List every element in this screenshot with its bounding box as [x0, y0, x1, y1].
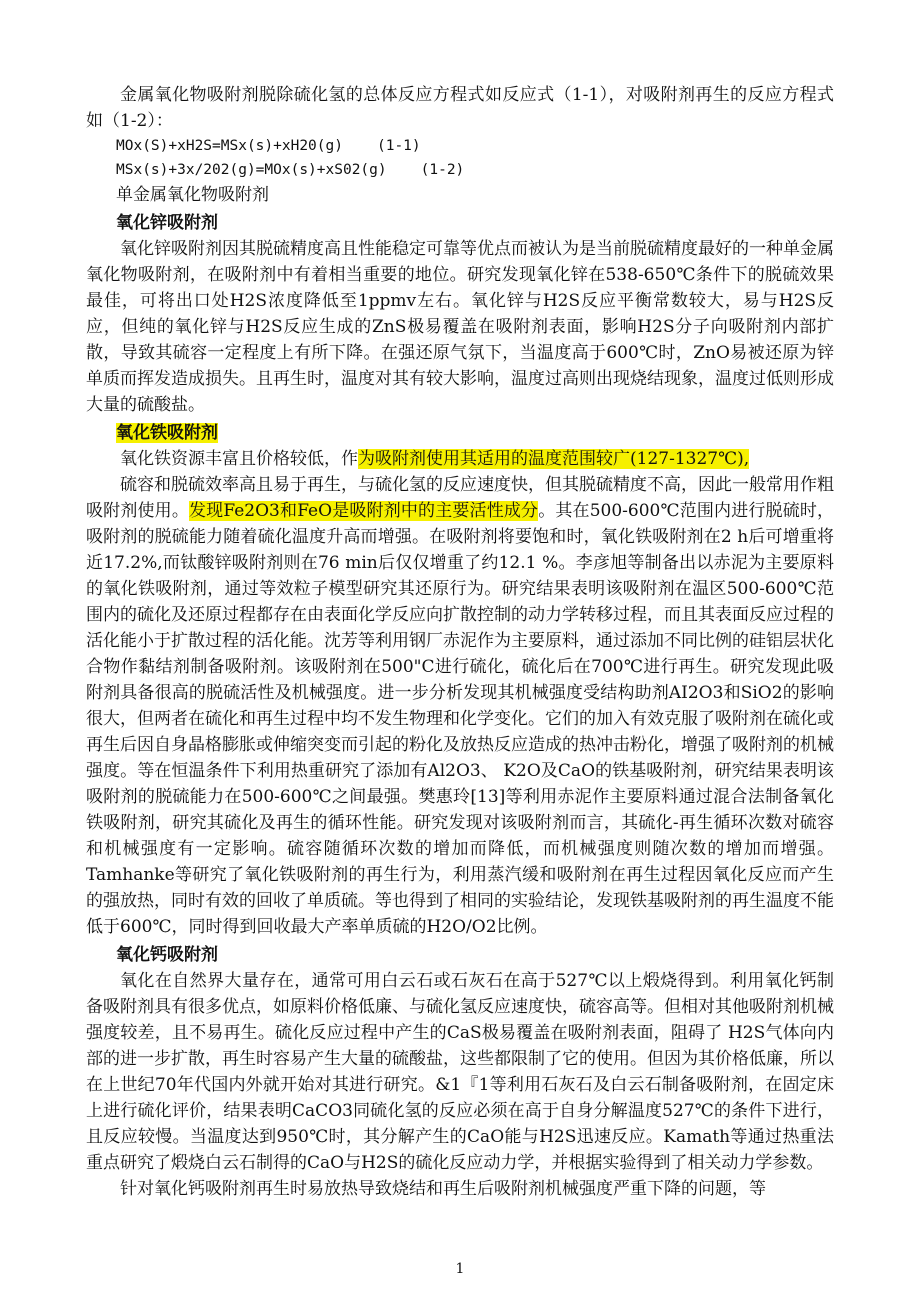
- page-number: 1: [455, 1261, 465, 1277]
- paragraph-calcium-oxide-1: 氧化在自然界大量存在，通常可用白云石或石灰石在高于527℃以上煅烧得到。利用氧化钙制备吸附剂具有很多优点，如原料价格低廉、与硫化氢反应速度快，硫容高等。但相对其他吸附剂机械强度较差，且不易再生。硫化反应过程中产生的CaS极易覆盖在吸附剂表面，阻碍了 H2S气体向内部的进一步扩散，再生时容易产生大量的硫酸盐，这些都限制了它的使用。但因为其价格低廉，所以在上世纪70年代国内外就开始对其进行研究。&1『1等利用石灰石及白云石制备吸附剂，在固定床上进行硫化评价，结果表明CaCO3同硫化氢的反应必须在高于自身分解温度527℃的条件下进行，且反应较慢。当温度达到950℃时，其分解产生的CaO能与H2S迅速反应。Kamath等通过热重法重点研究了煅烧白云石制得的CaO与H2S的硫化反应动力学，并根据实验得到了相关动力学参数。: [86, 971, 834, 1173]
- paragraph-iron-oxide-2: [86, 472, 834, 940]
- equation-text: MOx(S)+xH2S=MSx(s)+xH20(g): [116, 138, 343, 154]
- highlighted-text: 为吸附剂使用其适用的温度范围较广(127-1327℃),: [358, 449, 750, 469]
- intro-paragraph: 金属氧化物吸附剂脱除硫化氢的总体反应方程式如反应式（1-1），对吸附剂再生的反应方程式如（1-2）：: [86, 85, 834, 131]
- equation-number: (1-1): [376, 138, 421, 154]
- equation-text: MSx(s)+3x/202(g)=MOx(s)+xS02(g): [116, 162, 387, 178]
- highlighted-text: FeO: [297, 501, 333, 521]
- paragraph-zinc-oxide: 氧化锌吸附剂因其脱硫精度高且性能稳定可靠等优点而被认为是当前脱硫精度最好的一种单金属氧化物吸附剂，在吸附剂中有着相当重要的地位。研究发现氧化锌在538-650℃条件下的脱硫效果最佳，可将出口处H2S浓度降低至1ppmv左右。氧化锌与H2S反应平衡常数较大，易与H2S反应，但纯的氧化锌与H2S反应生成的ZnS极易覆盖在吸附剂表面，影响H2S分子向吸附剂内部扩散，导致其硫容一定程度上有所下降。在强还原气氛下，当温度高于600℃时，ZnO易被还原为锌单质而挥发造成损失。且再生时，温度对其有较大影响，温度过高则出现烧结现象，温度过低则形成大量的硫酸盐。: [86, 239, 834, 415]
- text-run: 氧化铁资源丰富且价格较低，作: [120, 449, 358, 469]
- highlighted-text: 和: [279, 501, 298, 521]
- equation-1-1: [86, 134, 834, 158]
- section-subtitle: 单金属氧化物吸附剂: [116, 185, 269, 205]
- heading-iron-oxide: [86, 420, 834, 446]
- text-run: 。其在500-600℃范围内进行脱硫时，吸附剂的脱硫能力随着硫化温度升高而增强。在吸附剂将要饱和时，氧化铁吸附剂在2 h后可增重将近17.2%,而钛酸锌吸附剂则在76 min后仅仅增重了约12.1 %。李彦旭等制备出以赤泥为主要原料的氧化铁吸附剂，通过等效粒子模型研究其还原行为。研究结果表明该吸附剂在温区500-600℃范围内的硫化及还原过程都存在由表面化学反应向扩散控制的动力学转移过程，而且其表面反应过程的活化能小于扩散过程的活化能。沈芳等利用钢厂赤泥作为主要原料，通过添加不同比例的硅铝层状化合物作黏结剂制备吸附剂。该吸附剂在500"C进行硫化，硫化后在700℃进行再生。研究发现此吸附剂具备很高的脱硫活性及机械强度。进一步分析发现其机械强度受结构助剂AI2O3和SiO2的影响很大，但两者在硫化和再生过程中均不发生物理和化学变化。它们的加入有效克服了吸附剂在硫化或再生后因自身晶格膨胀或伸缩突变而引起的粉化及放热反应造成的热冲击粉化，增强了吸附剂的机械强度。等在恒温条件下利用热重研究了添加有Al2O3、 K2O及CaO的铁基吸附剂，研究结果表明该吸附剂的脱硫能力在500-600℃之间最强。樊惠玲[13]等利用赤泥作主要原料通过混合法制备氧化铁吸附剂，研究其硫化及再生的循环性能。研究发现对该吸附剂而言，其硫化-再生循环次数对硫容和机械强度有一定影响。硫容随循环次数的增加而降低，而机械强度则随次数的增加而增强。Tamhanke等研究了氧化铁吸附剂的再生行为，利用蒸汽缓和吸附剂在再生过程因氧化反应而产生的强放热，同时有效的回收了单质硫。等也得到了相同的实验结论，发现铁基吸附剂的再生温度不能低于600℃，同时得到回收最大产率单质硫的H2O/O2比例。: [86, 501, 835, 937]
- text-run: 硫容和脱硫效率高且易于再生，与硫化氢的反应速度快，但其脱硫精度不高，因此一般常用作粗吸附剂使用。: [86, 475, 834, 521]
- highlighted-text: 是吸附剂中的主要活性成分: [332, 501, 539, 521]
- highlighted-text: Fe2O3: [223, 501, 280, 521]
- equation-1-2: [86, 158, 834, 182]
- highlighted-heading: 氧化铁吸附剂: [116, 423, 218, 443]
- heading-calcium-oxide: 氧化钙吸附剂: [116, 945, 218, 965]
- equation-number: (1-2): [420, 162, 465, 178]
- heading-zinc-oxide: 氧化锌吸附剂: [116, 213, 218, 233]
- paragraph-iron-oxide-1: [86, 446, 834, 472]
- paragraph-calcium-oxide-2: 针对氧化钙吸附剂再生时易放热导致烧结和再生后吸附剂机械强度严重下降的问题，等: [120, 1179, 766, 1199]
- document-body: [86, 82, 834, 1202]
- highlighted-text: 发现: [189, 501, 224, 521]
